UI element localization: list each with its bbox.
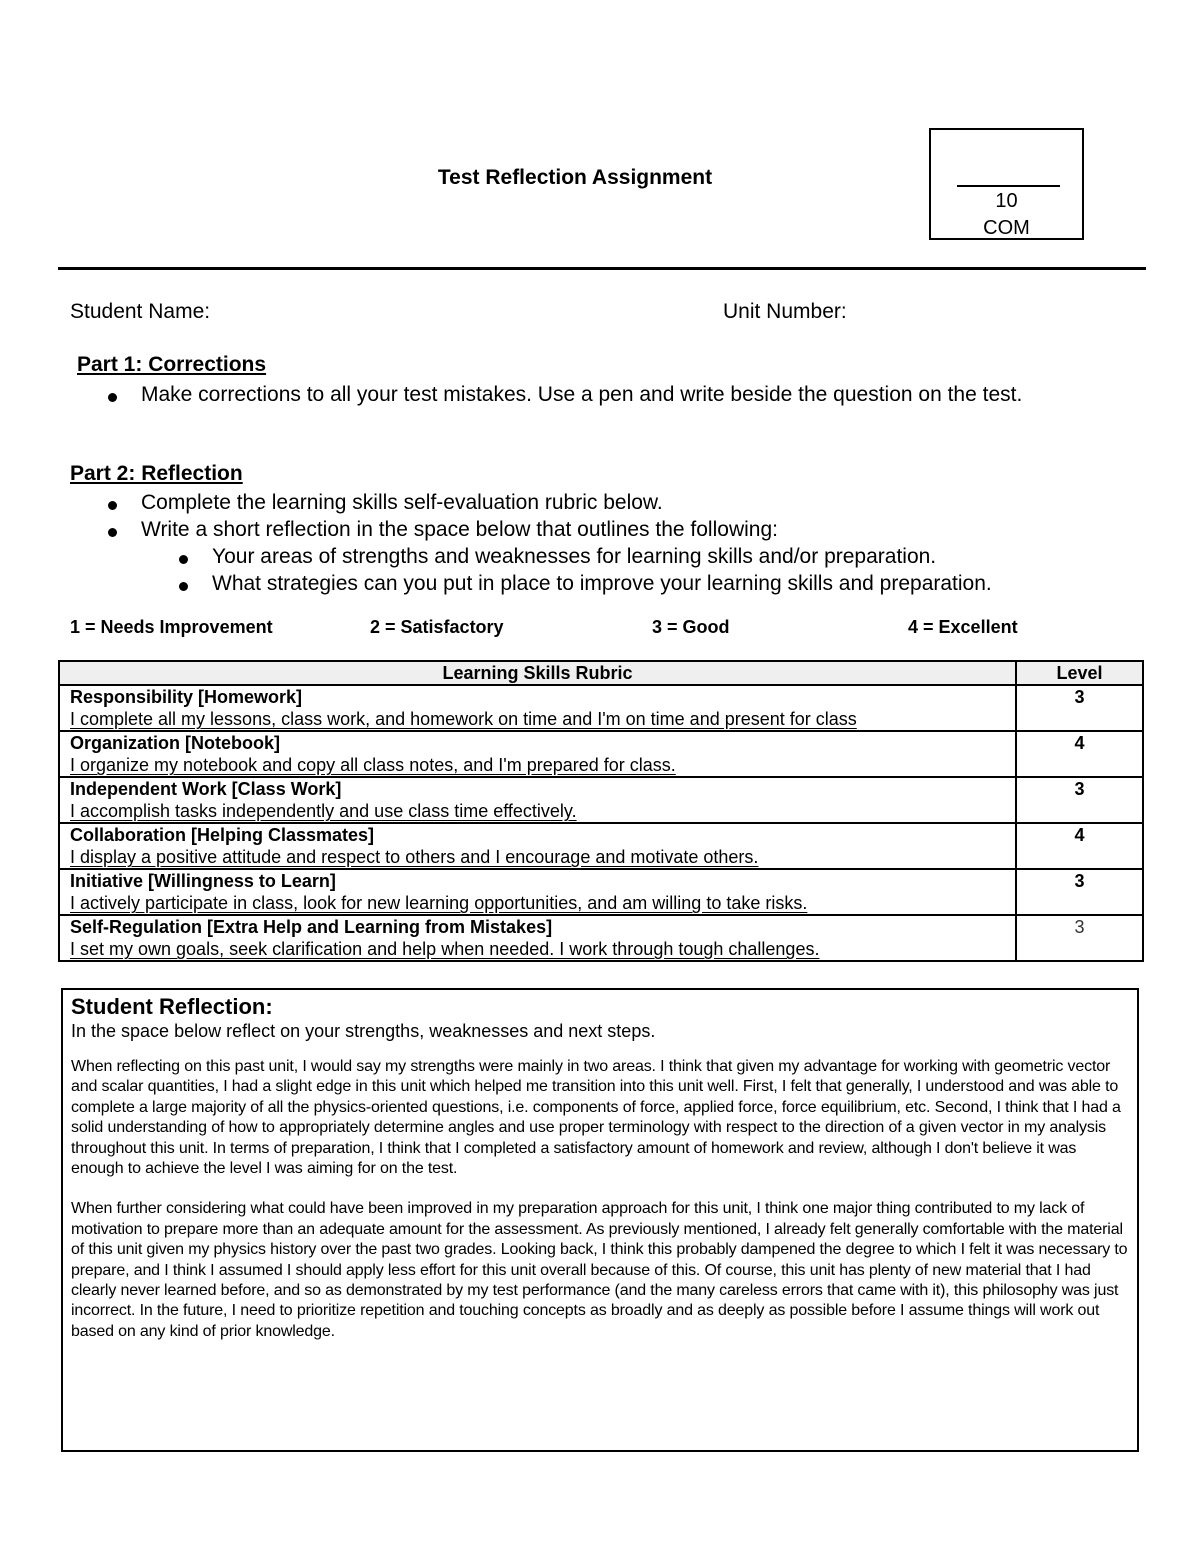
bullet-icon [179, 582, 188, 591]
bullet-text: What strategies can you put in place to improve your learning skills and preparation. [212, 572, 992, 595]
skill-cell [59, 777, 1016, 823]
skill-cell [59, 915, 1016, 961]
level-cell: 3 [1016, 777, 1143, 823]
skill-cell [59, 685, 1016, 731]
level-cell: 3 [1016, 869, 1143, 915]
skill-name: Collaboration [Helping Classmates] [70, 825, 375, 845]
score-box [929, 128, 1084, 240]
legend-good: 3 = Good [652, 617, 730, 637]
learning-skills-rubric-table [58, 660, 1144, 962]
reflection-paragraph: When further considering what could have been improved in my preparation approach for this unit, I think one major thing contributed to my lack of motivation to prepare more than an adequate amount for the assessment. As previously mentioned, I already felt generally comfortable with the material of this unit given my physics history over the past two grades. Looking back, I think this probably dampened the degree to which I felt it was necessary to prepare, and I think I assumed I should apply less effort for this unit overall because of this. Of course, this unit has plenty of new material that I had clearly never learned before, and so as demonstrated by my test performance (and the many careless errors that came with it), this philosophy was just incorrect. In the future, I need to prioritize repetition and touching concepts as broadly and as deeply as possible before I assume things will work out based on any kind of prior knowledge. [71, 1200, 1128, 1340]
level-cell: 3 [1016, 685, 1143, 731]
skill-description: I set my own goals, seek clarification and help when needed. I work through tough challenges. [70, 939, 820, 959]
skill-description: I organize my notebook and copy all class notes, and I'm prepared for class. [70, 755, 676, 775]
skill-name: Responsibility [Homework] [70, 687, 303, 707]
skill-name: Self-Regulation [Extra Help and Learning from Mistakes] [70, 917, 553, 937]
student-name-label: Student Name: [70, 300, 211, 323]
reflection-prompt: In the space below reflect on your strengths, weaknesses and next steps. [71, 1021, 656, 1041]
skill-description: I complete all my lessons, class work, and homework on time and I'm on time and present for class [70, 709, 857, 729]
unit-number-label: Unit Number: [723, 300, 847, 323]
skill-cell [59, 823, 1016, 869]
bullet-icon [179, 555, 188, 564]
student-reflection-box[interactable] [61, 988, 1139, 1452]
part1-heading: Part 1: Corrections [77, 353, 267, 376]
bullet-icon [108, 393, 117, 402]
legend-satisfactory: 2 = Satisfactory [370, 617, 504, 637]
skill-description: I actively participate in class, look for new learning opportunities, and am willing to take risks. [70, 893, 808, 913]
bullet-icon [108, 501, 117, 510]
table-row [59, 869, 1143, 915]
reflection-heading: Student Reflection: [71, 994, 273, 1019]
part1-bullet-list [70, 381, 1110, 408]
skill-cell [59, 731, 1016, 777]
rubric-header-skill: Learning Skills Rubric [59, 661, 1016, 685]
bullet-text: Complete the learning skills self-evaluation rubric below. [141, 491, 663, 514]
table-row [59, 777, 1143, 823]
skill-name: Organization [Notebook] [70, 733, 280, 753]
legend-excellent: 4 = Excellent [908, 617, 1018, 637]
list-item [70, 489, 1130, 516]
legend-needs-improvement: 1 = Needs Improvement [70, 617, 273, 637]
table-row [59, 823, 1143, 869]
bullet-text: Write a short reflection in the space below that outlines the following: [141, 518, 778, 541]
bullet-text: Make corrections to all your test mistakes. Use a pen and write beside the question on the test. [141, 383, 1023, 406]
list-item [70, 381, 1110, 408]
level-cell: 4 [1016, 731, 1143, 777]
skill-description: I accomplish tasks independently and use class time effectively. [70, 801, 577, 821]
bullet-icon [108, 528, 117, 537]
level-cell: 4 [1016, 823, 1143, 869]
skill-name: Initiative [Willingness to Learn] [70, 871, 336, 891]
level-cell: 3 [1016, 915, 1143, 961]
table-row [59, 915, 1143, 961]
table-row [59, 731, 1143, 777]
list-item [70, 516, 1130, 543]
part2-bullet-list [70, 489, 1130, 543]
part2-heading: Part 2: Reflection [70, 462, 243, 485]
bullet-text: Your areas of strengths and weaknesses for learning skills and/or preparation. [212, 545, 937, 568]
rubric-header-level: Level [1016, 661, 1143, 685]
table-row [59, 685, 1143, 731]
score-category: COM [983, 217, 1030, 239]
skill-cell [59, 869, 1016, 915]
reflection-paragraph: When reflecting on this past unit, I would say my strengths were mainly in two areas. I think that given my advantage for working with geometric vector and scalar quantities, I had a slight edge in this unit which helped me transition into this unit well. First, I felt that generally, I understood and was able to complete a large majority of all the physics-oriented questions, i.e. components of force, applied force, force equilibrium, etc. Second, I think that I had a solid understanding of how to appropriately determine angles and use proper terminology with respect to the direction of a given vector in my analysis throughout this unit. In terms of preparation, I think that I completed a satisfactory amount of homework and review, although I don't believe it was enough to achieve the level I was aiming for on the test. [71, 1058, 1121, 1178]
score-total: 10 [995, 190, 1018, 212]
part2-sub-bullet-list [70, 543, 1130, 597]
page-title: Test Reflection Assignment [437, 166, 713, 189]
table-header-row [59, 661, 1143, 685]
list-item [70, 570, 1130, 597]
header-divider [58, 267, 1146, 270]
skill-description: I display a positive attitude and respect to others and I encourage and motivate others. [70, 847, 759, 867]
skill-name: Independent Work [Class Work] [70, 779, 342, 799]
list-item [70, 543, 1130, 570]
score-blank-line [957, 185, 1060, 187]
